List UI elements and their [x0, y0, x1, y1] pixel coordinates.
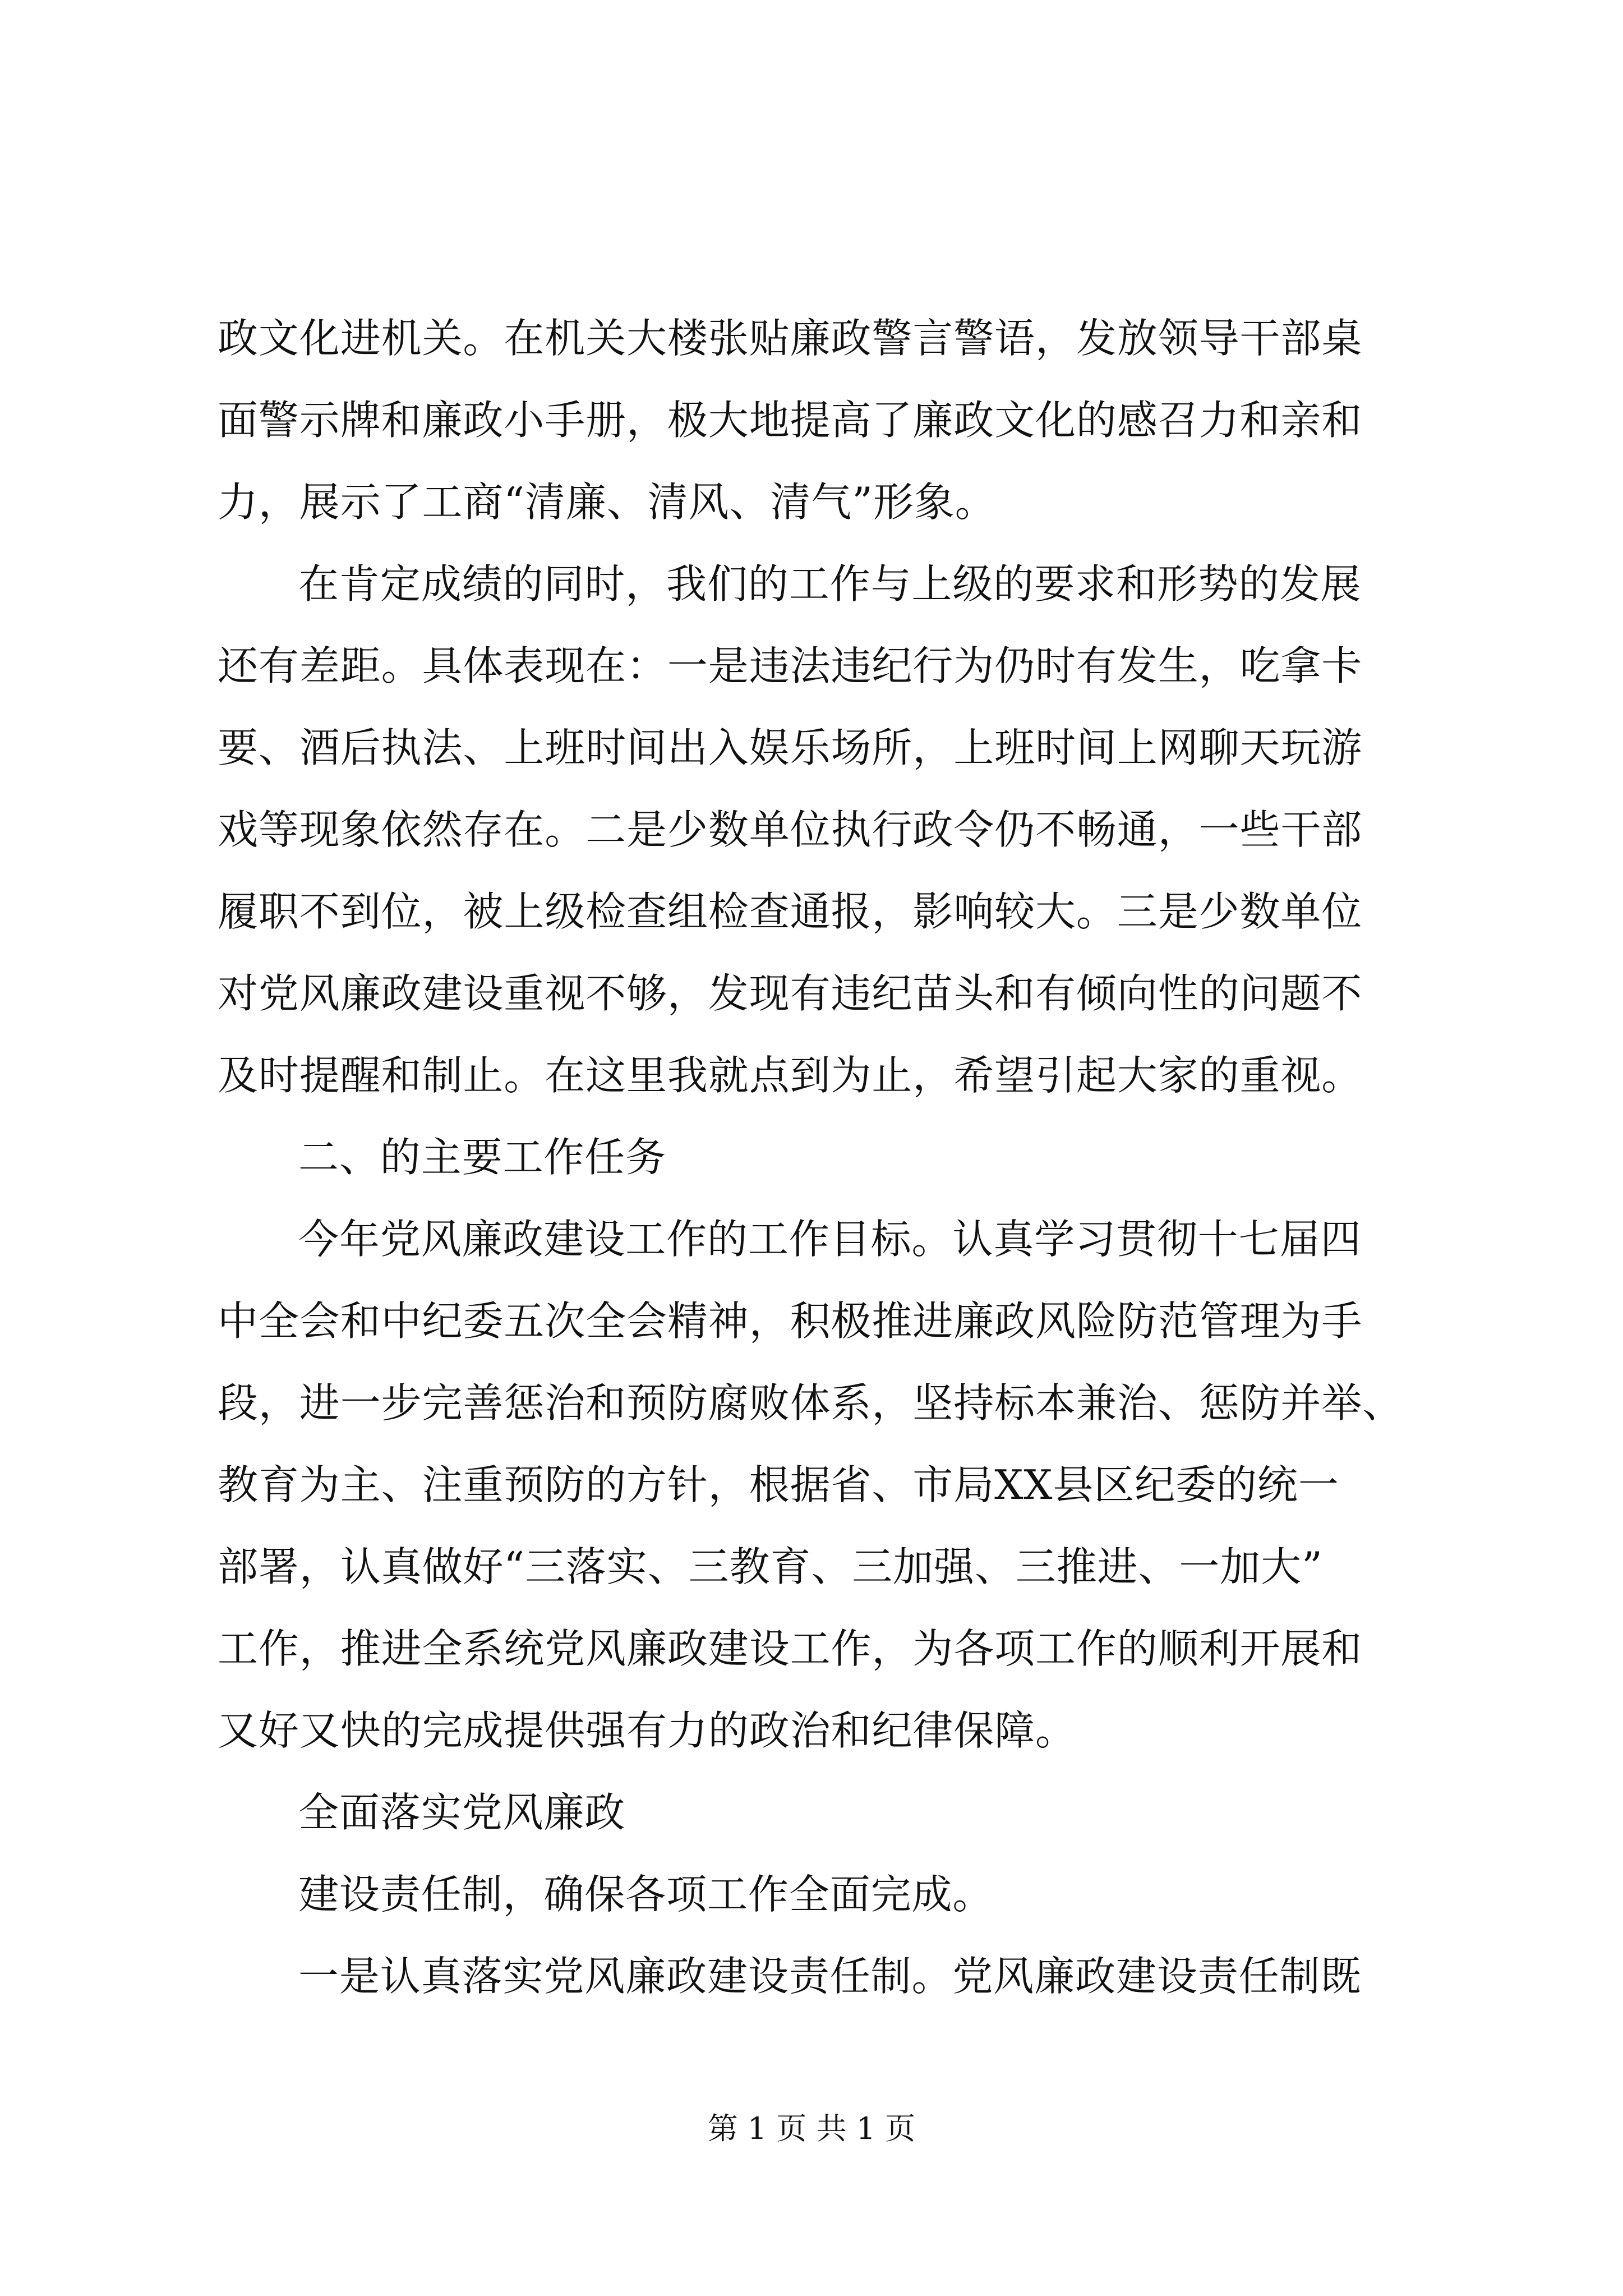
- text-line: 履职不到位，被上级检查组检查通报，影响较大。三是少数单位: [218, 888, 1363, 935]
- paragraph-first-line: 在肯定成绩的同时，我们的工作与上级的要求和形势的发展: [298, 560, 1362, 608]
- section-heading: 二、的主要工作任务: [298, 1134, 667, 1181]
- text-line: 戏等现象依然存在。二是少数单位执行政令仍不畅通，一些干部: [218, 806, 1363, 853]
- subheading-line: 建设责任制，确保各项工作全面完成。: [298, 1871, 994, 1918]
- text-line: 又好又快的完成提供强有力的政治和纪律保障。: [218, 1707, 1076, 1754]
- text-line: 要、酒后执法、上班时间出入娱乐场所，上班时间上网聊天玩游: [218, 724, 1363, 771]
- subheading-line: 全面落实党风廉政: [298, 1789, 626, 1836]
- paragraph-first-line: 一是认真落实党风廉政建设责任制。党风廉政建设责任制既: [298, 1953, 1362, 2000]
- paragraph-first-line: 今年党风廉政建设工作的工作目标。认真学习贯彻十七届四: [298, 1216, 1362, 1263]
- page-footer: 第 1 页 共 1 页: [707, 2111, 916, 2146]
- text-line: 力，展示了工商“清廉、清风、清气”形象。: [218, 478, 996, 526]
- text-line: 中全会和中纪委五次全会精神，积极推进廉政风险防范管理为手: [218, 1297, 1363, 1345]
- text-line: 工作，推进全系统党风廉政建设工作，为各项工作的顺利开展和: [218, 1625, 1363, 1672]
- text-line: 及时提醒和制止。在这里我就点到为止，希望引起大家的重视。: [218, 1052, 1363, 1099]
- text-line: 部署，认真做好“三落实、三教育、三加强、三推进、一加大”: [218, 1543, 1323, 1590]
- text-line: 还有差距。具体表现在：一是违法违纪行为仍时有发生，吃拿卡: [218, 642, 1363, 689]
- text-line: 政文化进机关。在机关大楼张贴廉政警言警语，发放领导干部桌: [218, 315, 1363, 362]
- text-line: 对党风廉政建设重视不够，发现有违纪苗头和有倾向性的问题不: [218, 970, 1363, 1017]
- text-line: 教育为主、注重预防的方针，根据省、市局XX县区纪委的统一: [218, 1461, 1339, 1508]
- text-line: 面警示牌和廉政小手册，极大地提高了廉政文化的感召力和亲和: [218, 397, 1363, 444]
- text-line: 段，进一步完善惩治和预防腐败体系，坚持标本兼治、惩防并举、: [218, 1379, 1404, 1427]
